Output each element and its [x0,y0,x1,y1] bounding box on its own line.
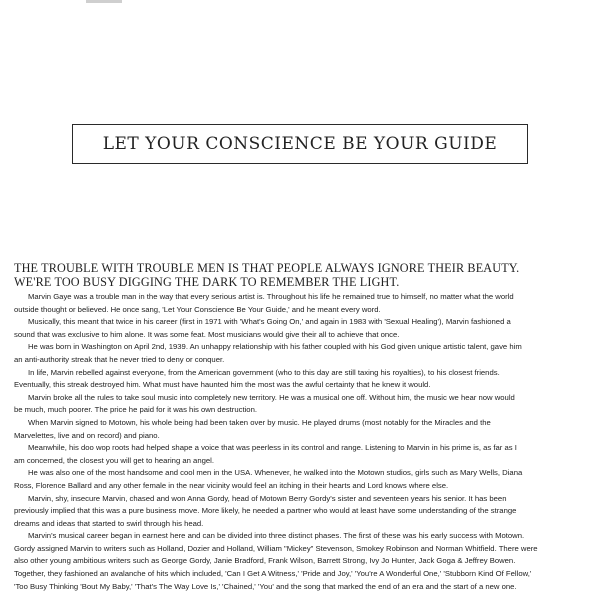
body-line: He was also one of the most handsome and cool men in the USA. Whenever, he walked into the Motown studios, girls such as Mary Wells, Diana [28,468,523,478]
article-body [14,291,580,593]
body-line: Marvelettes, live and on record) and piano. [14,430,160,440]
body-line: Marvin's musical career began in earnest here and can be divided into three distinct phases. The first of these was his early success with Motown. [28,531,525,541]
article-heading [14,261,580,289]
body-line: am concerned, the closest you will get to hearing an angel. [14,455,214,465]
body-line: Marvin, shy, insecure Marvin, chased and won Anna Gordy, head of Motown Berry Gordy's sister and seventeen years his senior. It has been [28,493,507,503]
title-box [72,124,528,164]
page-title: LET YOUR CONSCIENCE BE YOUR GUIDE [102,134,498,154]
heading-line-1: THE TROUBLE WITH TROUBLE MEN IS THAT PEOPLE ALWAYS IGNORE THEIR BEAUTY. [14,261,520,275]
body-line: an anti-authority streak that he never tried to deny or conquer. [14,354,225,364]
body-line: Gordy assigned Marvin to writers such as Holland, Dozier and Holland, William "Mickey" Stevenson, Smokey Robinson and Norman Whitfield. There were [14,543,538,553]
body-line: Ross, Florence Ballard and any other female in the near vicinity would feel an itching in their hearts and Lord knows where else. [14,480,449,490]
body-line: Musically, this meant that twice in his career (first in 1971 with 'What's Going On,' and again in 1983 with 'Sexual Healing'), Marvin fashioned a [28,317,511,327]
body-line: previously implied that this was a pure business move. More likely, he needed a partner who would at least have some understanding of the strange [14,506,517,516]
body-line: Together, they fashioned an avalanche of hits which included, 'Can I Get A Witness,' 'Pride and Joy,' 'You're A Wonderful One,' 'Stubborn Kind Of Fellow,' [14,569,532,579]
body-line: He was born in Washington on April 2nd, 1939. An unhappy relationship with his father coupled with his God given unique artistic talent, gave him [28,342,522,352]
body-line: dreams and ideas that started to swirl through his head. [14,518,204,528]
body-line: outside thought or believed. He once sang, 'Let Your Conscience Be Your Guide,' and he meant every word. [14,304,381,314]
body-line: Marvin broke all the rules to take soul music into completely new territory. He was a musical one off. Without him, the music we hear now would [28,392,515,402]
body-line: 'Too Busy Thinking 'Bout My Baby,' 'That's The Way Love Is,' 'Chained,' 'You' and the song that marked the end of an era and the start of a new one. [14,581,517,591]
body-line: be much, much poorer. The price he paid for it was his own destruction. [14,405,257,415]
body-line: also other young ambitious writers such as George Gordy, Janie Bradford, Frank Wilson, Barrett Strong, Ivy Jo Hunter, Jack Goga & Jeffrey Bowen. [14,556,516,566]
heading-line-2: WE'RE TOO BUSY DIGGING THE DARK TO REMEMBER THE LIGHT. [14,275,400,289]
body-line: When Marvin signed to Motown, his whole being had been taken over by music. He played drums (most notably for the Miracles and the [28,417,491,427]
body-line: In life, Marvin rebelled against everyone, from the American government (who to this day are still taxing his royalties), to his closest friends. [28,367,500,377]
body-line: sound that was exclusive to him alone. It was some feat. Most musicians would give their all to achieve that once. [14,329,400,339]
top-edge-mark [86,0,122,3]
body-line: Marvin Gaye was a trouble man in the way that every serious artist is. Throughout his life he remained true to himself, no matter what the world [28,292,514,301]
body-line: Meanwhile, his doo wop roots had helped shape a voice that was peerless in its control and range. Listening to Marvin in his prime is, as far as I [28,443,517,453]
body-line: Eventually, this streak destroyed him. What must have haunted him the most was the awful certainty that he knew it would. [14,380,431,390]
